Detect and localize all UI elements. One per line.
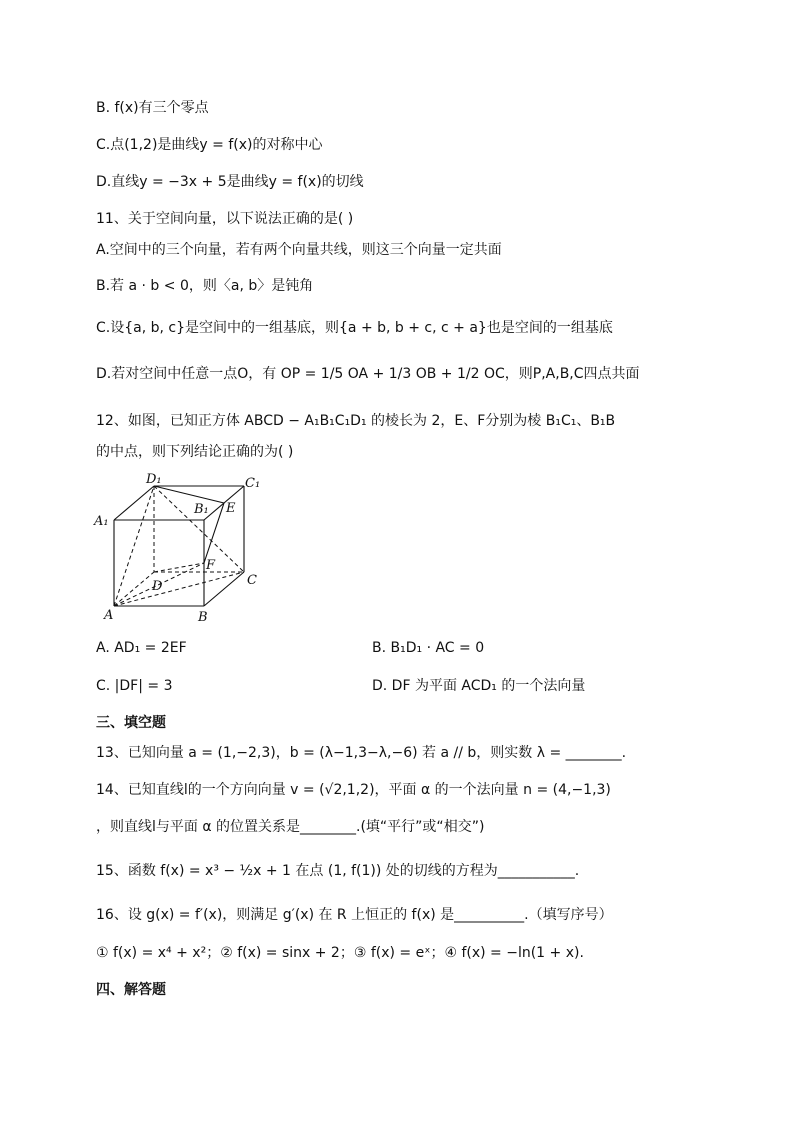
label-b1: B₁ xyxy=(194,502,209,517)
hidden-diag-a-d1 xyxy=(114,486,154,606)
label-d1: D₁ xyxy=(146,472,162,487)
label-c1: C₁ xyxy=(245,476,261,491)
q11-option-b: B.若 a · b < 0，则〈a, b〉是钝角 xyxy=(96,278,314,294)
section-four-heading: 四、解答题 xyxy=(96,982,166,998)
q13: 13、已知向量 a = (1,−2,3)，b = (λ−1,3−λ,−6) 若 a // b，则实数 λ = ________. xyxy=(96,745,627,761)
q12-option-d: D. DF 为平面 ACD₁ 的一个法向量 xyxy=(372,678,586,694)
hidden-seg-d-f xyxy=(154,563,204,572)
q14-line1: 14、已知直线l的一个方向向量 v = (√2,1,2)，平面 α 的一个法向量 n = (4,−1,3) xyxy=(96,782,611,798)
hidden-edge-a-d xyxy=(114,572,154,606)
q11-option-a: A.空间中的三个向量，若有两个向量共线，则这三个向量一定共面 xyxy=(96,242,502,258)
q12-option-b: B. B₁D₁ · AC = 0 xyxy=(372,640,485,656)
cube-figure xyxy=(92,468,282,626)
q16-line1: 16、设 g(x) = f′(x)，则满足 g′(x) 在 R 上恒正的 f(x) 是__________.（填写序号） xyxy=(96,907,613,923)
q12-option-a: A. AD₁ = 2EF xyxy=(96,640,187,656)
q12-stem-line1: 12、如图，已知正方体 ABCD − A₁B₁C₁D₁ 的棱长为 2，E、F分别为棱 B₁C₁、B₁B xyxy=(96,413,616,429)
section-three-heading: 三、填空题 xyxy=(96,715,166,731)
label-b: B xyxy=(198,610,208,625)
q14-line2: ，则直线l与平面 α 的位置关系是________.(填“平行”或“相交”) xyxy=(96,819,485,835)
q15: 15、函数 f(x) = x³ − ½x + 1 在点 (1, f(1)) 处的切线的方程为___________. xyxy=(96,863,580,879)
label-e: E xyxy=(226,501,236,516)
label-f: F xyxy=(206,558,216,573)
label-c: C xyxy=(247,573,257,588)
segment-d1-e xyxy=(154,486,224,503)
label-a1: A₁ xyxy=(94,514,109,529)
q12-stem-line2: 的中点，则下列结论正确的为( ) xyxy=(96,444,294,460)
q11-option-d: D.若对空间中任意一点O，有 OP = 1/5 OA + 1/3 OB + 1/2 OC，则P,A,B,C四点共面 xyxy=(96,366,640,382)
q11-stem: 11、关于空间向量，以下说法正确的是( ) xyxy=(96,211,354,227)
q10-option-d: D.直线y = −3x + 5是曲线y = f(x)的切线 xyxy=(96,174,364,190)
q16-line2: ① f(x) = x⁴ + x²；② f(x) = sinx + 2；③ f(x) = eˣ；④ f(x) = −ln(1 + x). xyxy=(96,945,584,961)
label-a: A xyxy=(104,608,114,623)
q12-option-c: C. |DF| = 3 xyxy=(96,678,173,694)
q10-option-c: C.点(1,2)是曲线y = f(x)的对称中心 xyxy=(96,137,323,153)
q10-option-b: B. f(x)有三个零点 xyxy=(96,100,209,116)
hidden-diag-d1-c xyxy=(154,486,244,572)
label-d: D xyxy=(152,579,163,594)
q11-option-c: C.设{a, b, c}是空间中的一组基底，则{a + b, b + c, c + a}也是空间的一组基底 xyxy=(96,320,613,336)
